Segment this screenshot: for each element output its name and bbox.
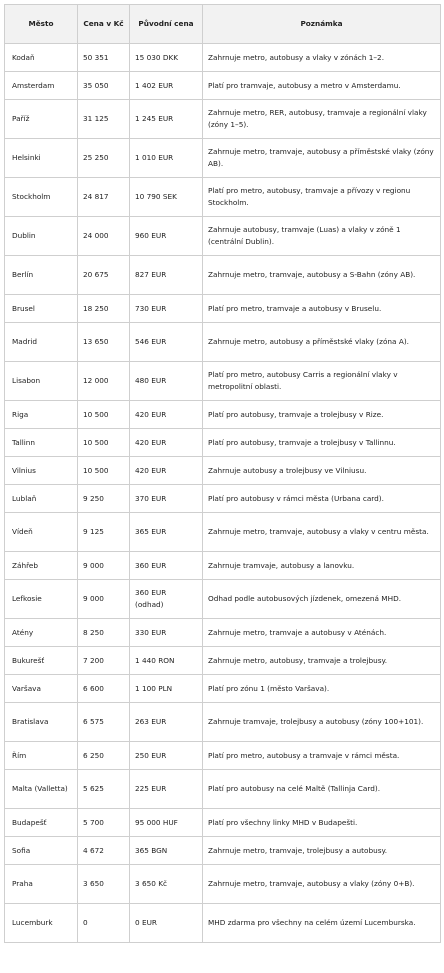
cell-original-price: 1 245 EUR xyxy=(130,100,203,139)
table-row xyxy=(5,100,441,139)
table-row xyxy=(5,904,441,943)
cell-note: Zahrnuje autobusy a trolejbusy ve Vilniusu. xyxy=(203,457,441,485)
cell-city: Malta (Valletta) xyxy=(5,770,78,809)
cell-price: 6 250 xyxy=(78,742,130,770)
cell-price: 6 600 xyxy=(78,675,130,703)
cell-note: Zahrnuje metro, tramvaje, trolejbusy a autobusy. xyxy=(203,837,441,865)
cell-original-price: 225 EUR xyxy=(130,770,203,809)
cell-price: 8 250 xyxy=(78,619,130,647)
cell-city: Řím xyxy=(5,742,78,770)
table-row xyxy=(5,770,441,809)
cell-note: MHD zdarma pro všechny na celém území Lucemburska. xyxy=(203,904,441,943)
cell-city: Amsterdam xyxy=(5,72,78,100)
cell-price: 0 xyxy=(78,904,130,943)
cell-price: 10 500 xyxy=(78,457,130,485)
table-row xyxy=(5,44,441,72)
cell-note: Platí pro autobusy, tramvaje a trolejbusy v Rize. xyxy=(203,401,441,429)
cell-city: Bukurešť xyxy=(5,647,78,675)
cell-city: Praha xyxy=(5,865,78,904)
cell-city: Lefkosie xyxy=(5,580,78,619)
cell-price: 7 200 xyxy=(78,647,130,675)
cell-price: 5 700 xyxy=(78,809,130,837)
cell-city: Helsinki xyxy=(5,139,78,178)
cell-city: Sofia xyxy=(5,837,78,865)
cell-note: Zahrnuje metro, autobusy a příměstské vlaky (zóna A). xyxy=(203,323,441,362)
table-row xyxy=(5,362,441,401)
table-row xyxy=(5,295,441,323)
cell-original-price: 250 EUR xyxy=(130,742,203,770)
table-row xyxy=(5,256,441,295)
cell-original-price: 10 790 SEK xyxy=(130,178,203,217)
cell-note: Zahrnuje autobusy, tramvaje (Luas) a vlaky v zóně 1 (centrální Dublin). xyxy=(203,217,441,256)
cell-original-price: 15 030 DKK xyxy=(130,44,203,72)
cell-price: 20 675 xyxy=(78,256,130,295)
table-row xyxy=(5,323,441,362)
cell-price: 9 125 xyxy=(78,513,130,552)
table-row xyxy=(5,647,441,675)
cell-original-price: 95 000 HUF xyxy=(130,809,203,837)
transit-pass-table xyxy=(4,4,441,943)
table-row xyxy=(5,580,441,619)
cell-note: Platí pro metro, autobusy Carris a regionální vlaky v metropolitní oblasti. xyxy=(203,362,441,401)
cell-city: Tallinn xyxy=(5,429,78,457)
cell-original-price: 1 440 RON xyxy=(130,647,203,675)
table-row xyxy=(5,865,441,904)
cell-original-price: 960 EUR xyxy=(130,217,203,256)
cell-price: 9 000 xyxy=(78,580,130,619)
table-row xyxy=(5,178,441,217)
table-row xyxy=(5,675,441,703)
cell-original-price: 480 EUR xyxy=(130,362,203,401)
cell-note: Platí pro autobusy v rámci města (Urbana card). xyxy=(203,485,441,513)
header-price-czk: Cena v Kč xyxy=(78,5,130,44)
cell-city: Lucemburk xyxy=(5,904,78,943)
cell-note: Zahrnuje tramvaje, autobusy a lanovku. xyxy=(203,552,441,580)
cell-original-price: 730 EUR xyxy=(130,295,203,323)
header-city: Město xyxy=(5,5,78,44)
cell-city: Záhřeb xyxy=(5,552,78,580)
cell-price: 24 817 xyxy=(78,178,130,217)
cell-city: Vilnius xyxy=(5,457,78,485)
cell-city: Riga xyxy=(5,401,78,429)
cell-note: Zahrnuje metro, RER, autobusy, tramvaje a regionální vlaky (zóny 1–5). xyxy=(203,100,441,139)
cell-price: 31 125 xyxy=(78,100,130,139)
cell-city: Madrid xyxy=(5,323,78,362)
cell-price: 4 672 xyxy=(78,837,130,865)
table-row xyxy=(5,485,441,513)
cell-note: Platí pro autobusy, tramvaje a trolejbusy v Tallinnu. xyxy=(203,429,441,457)
cell-price: 3 650 xyxy=(78,865,130,904)
table-row xyxy=(5,552,441,580)
cell-original-price: 360 EUR (odhad) xyxy=(130,580,203,619)
cell-original-price: 365 BGN xyxy=(130,837,203,865)
cell-original-price: 1 402 EUR xyxy=(130,72,203,100)
cell-price: 24 000 xyxy=(78,217,130,256)
cell-original-price: 360 EUR xyxy=(130,552,203,580)
cell-city: Lisabon xyxy=(5,362,78,401)
table-header-row xyxy=(5,5,441,44)
cell-note: Zahrnuje metro, tramvaje, autobusy a S-Bahn (zóny AB). xyxy=(203,256,441,295)
cell-note: Zahrnuje tramvaje, trolejbusy a autobusy (zóny 100+101). xyxy=(203,703,441,742)
cell-note: Platí pro tramvaje, autobusy a metro v Amsterdamu. xyxy=(203,72,441,100)
table-row xyxy=(5,217,441,256)
cell-city: Kodaň xyxy=(5,44,78,72)
cell-city: Varšava xyxy=(5,675,78,703)
cell-city: Paříž xyxy=(5,100,78,139)
table-row xyxy=(5,619,441,647)
cell-note: Platí pro všechny linky MHD v Budapešti. xyxy=(203,809,441,837)
cell-note: Odhad podle autobusových jízdenek, omezená MHD. xyxy=(203,580,441,619)
cell-original-price: 420 EUR xyxy=(130,401,203,429)
cell-city: Berlín xyxy=(5,256,78,295)
table-row xyxy=(5,513,441,552)
cell-price: 35 050 xyxy=(78,72,130,100)
cell-note: Platí pro autobusy na celé Maltě (Tallinja Card). xyxy=(203,770,441,809)
cell-original-price: 3 650 Kč xyxy=(130,865,203,904)
cell-original-price: 330 EUR xyxy=(130,619,203,647)
cell-note: Platí pro metro, autobusy, tramvaje a přívozy v regionu Stockholm. xyxy=(203,178,441,217)
cell-original-price: 365 EUR xyxy=(130,513,203,552)
table-row xyxy=(5,703,441,742)
cell-price: 9 250 xyxy=(78,485,130,513)
cell-note: Zahrnuje metro, tramvaje, autobusy a vlaky v centru města. xyxy=(203,513,441,552)
table-row xyxy=(5,139,441,178)
cell-note: Zahrnuje metro, tramvaje a autobusy v Aténách. xyxy=(203,619,441,647)
table-row xyxy=(5,429,441,457)
cell-price: 10 500 xyxy=(78,401,130,429)
cell-price: 18 250 xyxy=(78,295,130,323)
cell-city: Budapešť xyxy=(5,809,78,837)
cell-price: 5 625 xyxy=(78,770,130,809)
cell-note: Zahrnuje metro, autobusy, tramvaje a trolejbusy. xyxy=(203,647,441,675)
cell-price: 10 500 xyxy=(78,429,130,457)
cell-original-price: 263 EUR xyxy=(130,703,203,742)
cell-price: 13 650 xyxy=(78,323,130,362)
cell-note: Platí pro metro, autobusy a tramvaje v rámci města. xyxy=(203,742,441,770)
cell-original-price: 1 010 EUR xyxy=(130,139,203,178)
cell-city: Bratislava xyxy=(5,703,78,742)
cell-price: 6 575 xyxy=(78,703,130,742)
cell-note: Platí pro zónu 1 (město Varšava). xyxy=(203,675,441,703)
table-row xyxy=(5,72,441,100)
table-row xyxy=(5,457,441,485)
cell-price: 9 000 xyxy=(78,552,130,580)
cell-city: Brusel xyxy=(5,295,78,323)
table-row xyxy=(5,837,441,865)
cell-price: 50 351 xyxy=(78,44,130,72)
cell-original-price: 0 EUR xyxy=(130,904,203,943)
cell-original-price: 827 EUR xyxy=(130,256,203,295)
table-row xyxy=(5,809,441,837)
cell-original-price: 420 EUR xyxy=(130,457,203,485)
cell-original-price: 370 EUR xyxy=(130,485,203,513)
cell-city: Atény xyxy=(5,619,78,647)
header-original-price: Původní cena xyxy=(130,5,203,44)
cell-city: Vídeň xyxy=(5,513,78,552)
header-note: Poznámka xyxy=(203,5,441,44)
cell-note: Zahrnuje metro, tramvaje, autobusy a příměstské vlaky (zóny AB). xyxy=(203,139,441,178)
cell-note: Zahrnuje metro, autobusy a vlaky v zónách 1–2. xyxy=(203,44,441,72)
cell-price: 25 250 xyxy=(78,139,130,178)
cell-city: Lublaň xyxy=(5,485,78,513)
cell-price: 12 000 xyxy=(78,362,130,401)
cell-note: Zahrnuje metro, tramvaje, autobusy a vlaky (zóny 0+B). xyxy=(203,865,441,904)
cell-city: Dublin xyxy=(5,217,78,256)
cell-city: Stockholm xyxy=(5,178,78,217)
table-row xyxy=(5,742,441,770)
cell-original-price: 1 100 PLN xyxy=(130,675,203,703)
cell-original-price: 420 EUR xyxy=(130,429,203,457)
cell-note: Platí pro metro, tramvaje a autobusy v Bruselu. xyxy=(203,295,441,323)
cell-original-price: 546 EUR xyxy=(130,323,203,362)
table-row xyxy=(5,401,441,429)
